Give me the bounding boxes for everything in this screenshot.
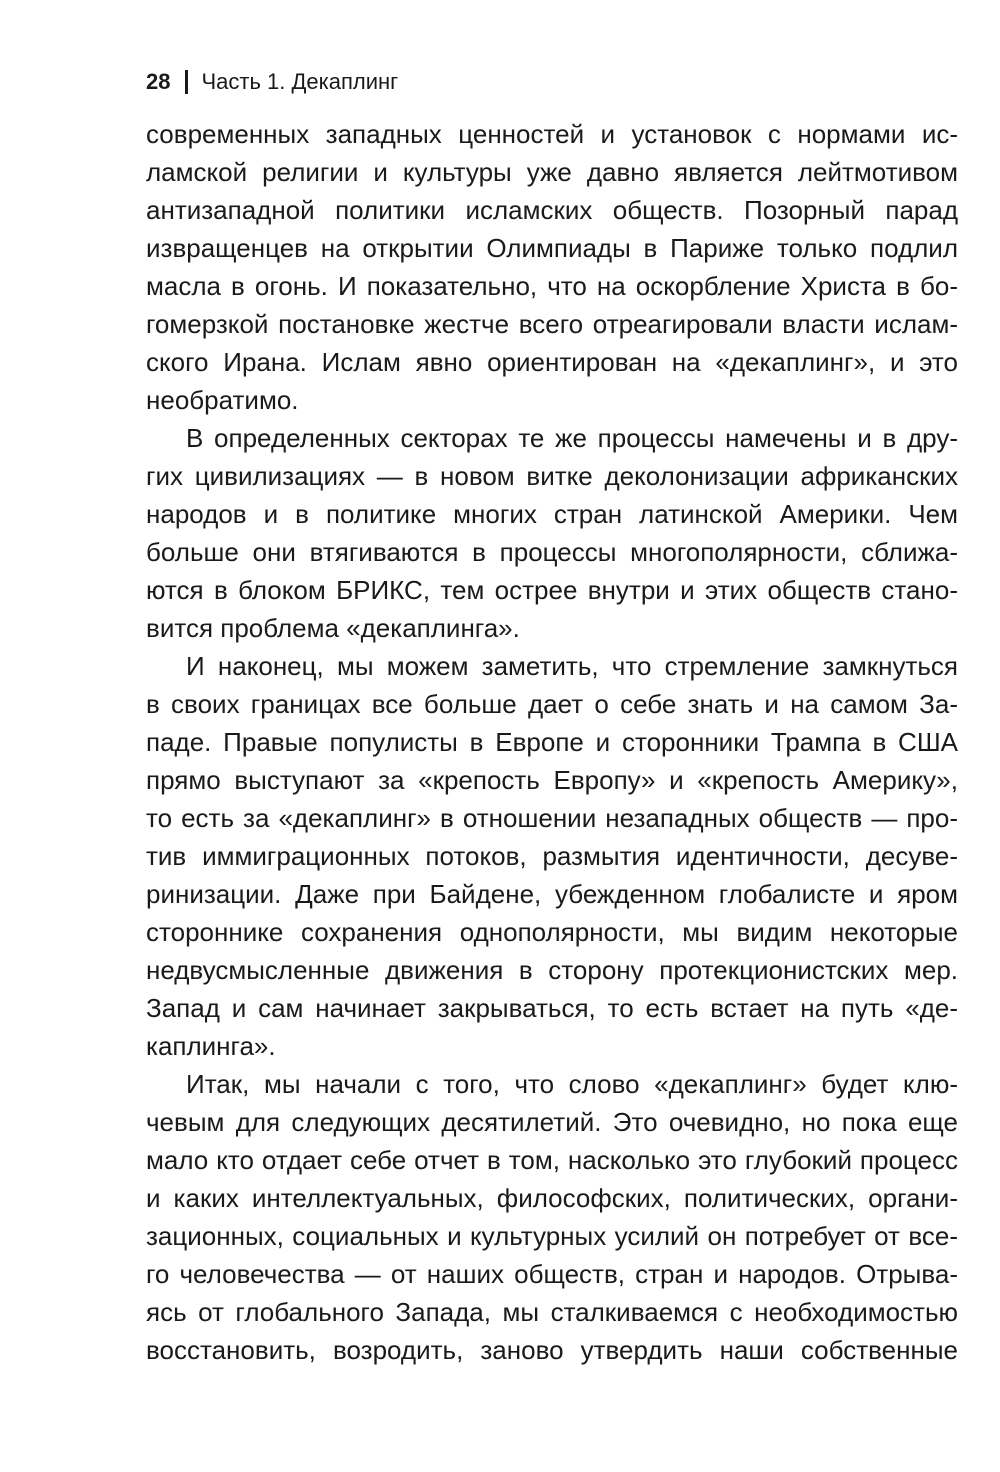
text-line: тив иммиграционных потоков, размытия идентичности, десуве- — [146, 841, 958, 871]
page-number: 28 — [146, 69, 171, 94]
body-text — [146, 115, 958, 1369]
text-line: и каких интеллектуальных, философских, политических, органи- — [146, 1183, 958, 1213]
text-line: в своих границах все больше дает о себе знать и на самом За- — [146, 689, 958, 719]
text-line: то есть за «декаплинг» в отношении незападных обществ — про- — [146, 803, 958, 833]
text-line: масла в огонь. И показательно, что на оскорбление Христа в бо- — [146, 271, 958, 301]
text-line: народов и в политике многих стран латинской Америки. Чем — [146, 499, 958, 529]
text-line: ринизации. Даже при Байдене, убежденном глобалисте и яром — [146, 879, 958, 909]
header-separator — [185, 70, 188, 94]
text-line: современных западных ценностей и установок с нормами ис- — [146, 119, 958, 149]
text-line: гомерзкой постановке жестче всего отреагировали власти ислам- — [146, 309, 958, 339]
text-line: извращенцев на открытии Олимпиады в Париже только подлил — [146, 233, 958, 263]
text-line: ламской религии и культуры уже давно является лейтмотивом — [146, 157, 958, 187]
text-line: антизападной политики исламских обществ. Позорный парад — [146, 195, 958, 225]
text-line: гих цивилизациях — в новом витке деколонизации африканских — [146, 461, 958, 491]
text-line: необратимо. — [146, 385, 299, 415]
text-line: В определенных секторах те же процессы намечены и в дру- — [186, 423, 958, 453]
text-line: вится проблема «декаплинга». — [146, 613, 520, 643]
paragraph — [146, 115, 958, 419]
paragraph — [146, 419, 958, 647]
text-line: стороннике сохранения однополярности, мы видим некоторые — [146, 917, 958, 947]
text-line: прямо выступают за «крепость Европу» и «крепость Америку», — [146, 765, 958, 795]
text-line: ются в блоком БРИКС, тем острее внутри и этих обществ стано- — [146, 575, 958, 605]
text-line: ского Ирана. Ислам явно ориентирован на «декаплинг», и это — [146, 347, 958, 377]
text-line: чевым для следующих десятилетий. Это очевидно, но пока еще — [146, 1107, 958, 1137]
text-line: больше они втягиваются в процессы многополярности, сближа- — [146, 537, 958, 567]
text-line: И наконец, мы можем заметить, что стремление замкнуться — [186, 651, 958, 681]
paragraph — [146, 1065, 958, 1369]
running-title: Часть 1. Декаплинг — [201, 69, 399, 94]
running-header — [146, 66, 398, 98]
text-line: зационных, социальных и культурных усилий он потребует от все- — [146, 1221, 958, 1251]
text-line: го человечества — от наших обществ, стран и народов. Отрыва- — [146, 1259, 958, 1289]
text-line: недвусмысленные движения в сторону протекционистских мер. — [146, 955, 958, 985]
text-line: Запад и сам начинает закрываться, то есть встает на путь «де- — [146, 993, 958, 1023]
text-line: мало кто отдает себе отчет в том, насколько это глубокий процесс — [146, 1145, 958, 1175]
text-line: паде. Правые популисты в Европе и сторонники Трампа в США — [146, 727, 958, 757]
text-line: ясь от глобального Запада, мы сталкиваемся с необходимостью — [146, 1297, 958, 1327]
text-line: каплинга». — [146, 1031, 276, 1061]
text-line: Итак, мы начали с того, что слово «декаплинг» будет клю- — [186, 1069, 958, 1099]
text-line: восстановить, возродить, заново утвердить наши собственные — [146, 1335, 958, 1365]
paragraph — [146, 647, 958, 1065]
